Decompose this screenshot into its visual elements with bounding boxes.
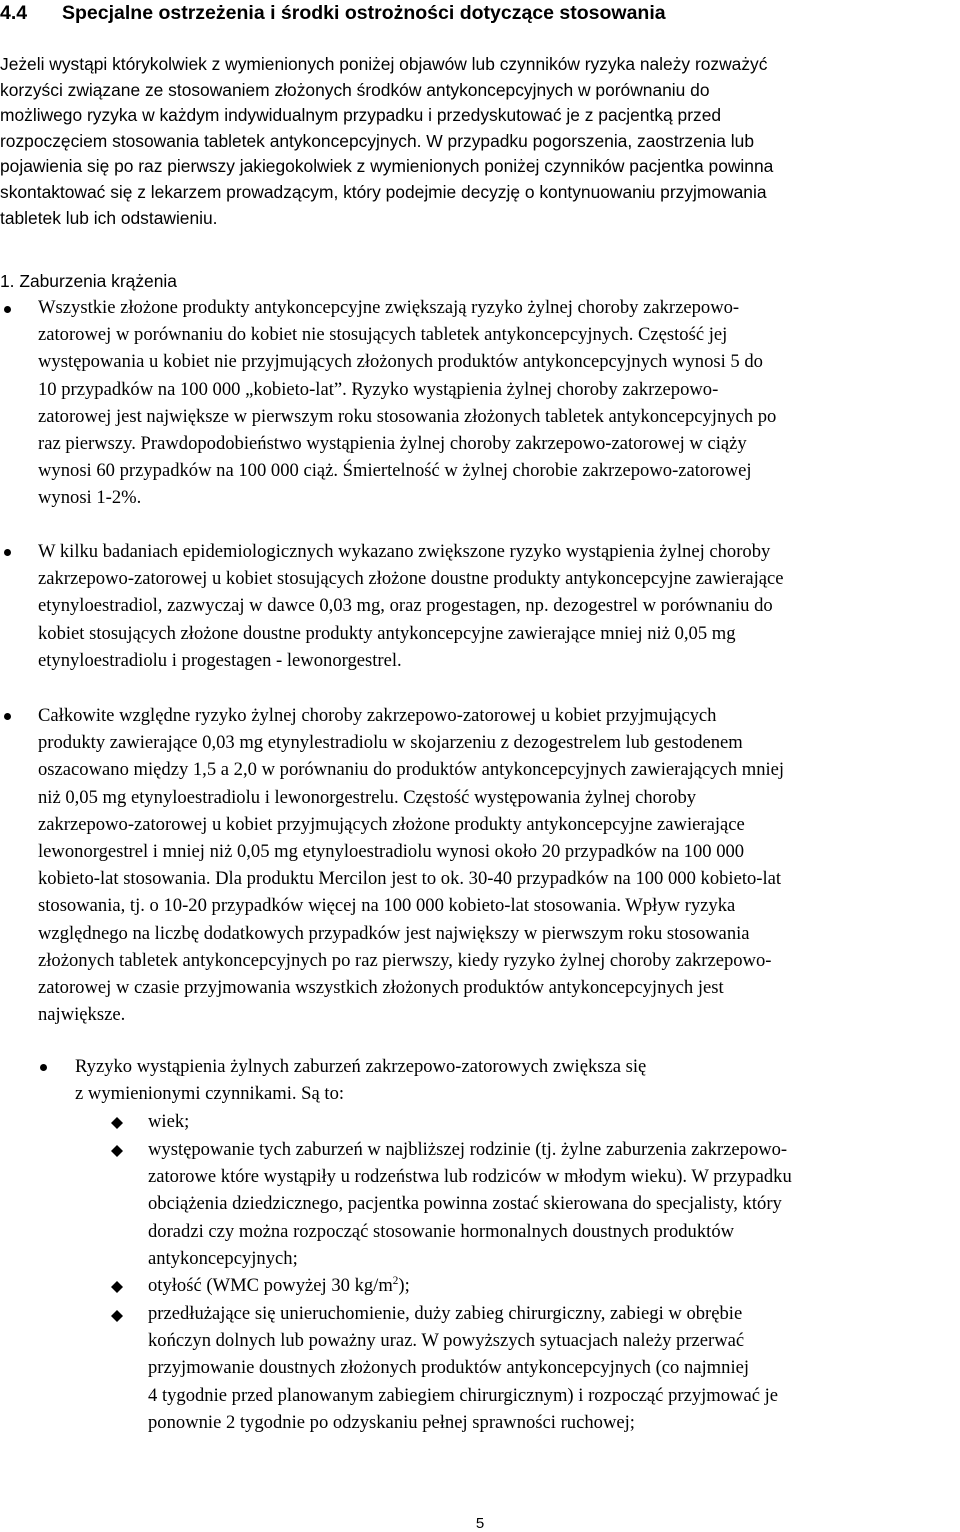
intro-line: korzyści związane ze stosowaniem złożonych środków antykoncepcyjnych w porównaniu do — [0, 79, 710, 100]
risk-factor-line: 4 tygodnie przed planowanym zabiegiem chirurgicznym) i rozpocząć przyjmować je — [148, 1384, 779, 1406]
bullet-line: zatorowej w czasie przyjmowania wszystkich złożonych produktów antykoncepcyjnych jest — [38, 977, 724, 999]
risk-factor-line: obciążenia dziedzicznego, pacjentka powinna zostać skierowana do specjalisty, który — [148, 1193, 782, 1215]
intro-line: pojawienia się po raz pierwszy jakiegokolwiek z wymienionych poniżej czynników pacjentka powinna — [0, 156, 774, 177]
page-number — [0, 1516, 960, 1532]
risk-factor-line — [148, 1272, 410, 1299]
bullet-line: kobieto-lat stosowania. Dla produktu Mercilon jest to ok. 30-40 przypadków na 100 000 kobieto-lat — [38, 868, 782, 890]
intro-line: możliwego ryzyka w każdym indywidualnym przypadku i przedyskutować je z pacjentką przed — [0, 105, 722, 126]
bullet-line: z wymienionymi czynnikami. Są to: — [75, 1083, 345, 1105]
risk-factor-text-end: ); — [398, 1275, 410, 1296]
section-number: 4.4 — [0, 2, 28, 24]
superscript: 2 — [392, 1274, 399, 1287]
risk-factor-line: zatorowe które wystąpiły u rodzeństwa lub rodziców w młodym wieku). W przypadku — [148, 1166, 792, 1188]
bullet-icon — [4, 306, 11, 313]
intro-line: tabletek lub ich odstawieniu. — [0, 207, 218, 228]
bullet-line: raz pierwszy. Prawdopodobieństwo wystąpienia żylnej choroby zakrzepowo-zatorowej w ciąży — [38, 433, 747, 455]
bullet-icon — [4, 713, 11, 720]
diamond-bullet-icon — [111, 1117, 123, 1129]
bullet-line: złożonych tabletek antykoncepcyjnych po raz pierwszy, kiedy ryzyko żylnej choroby zakrzepowo- — [38, 949, 772, 971]
bullet-line: zakrzepowo-zatorowej u kobiet stosujących złożone doustne produkty antykoncepcyjne zawierające — [38, 568, 784, 590]
bullet-line: Ryzyko wystąpienia żylnych zaburzeń zakrzepowo-zatorowych zwiększa się — [75, 1056, 647, 1077]
risk-factor-item — [148, 1272, 410, 1299]
bullet-line: oszacowano między 1,5 a 2,0 w porównaniu do produktów antykoncepcyjnych zawierających mniej — [38, 759, 785, 781]
risk-factor-line: przyjmowanie doustnych złożonych produktów antykoncepcyjnych (co najmniej — [148, 1357, 750, 1379]
subsection-title: 1. Zaburzenia krążenia — [0, 271, 177, 291]
bullet-line: kobiet stosujących złożone doustne produkty antykoncepcyjne zawierające mniej niż 0,05 mg — [38, 622, 736, 644]
bullet-line: wynosi 1-2%. — [38, 487, 142, 509]
diamond-bullet-icon — [111, 1145, 123, 1157]
bullet-icon — [4, 549, 11, 556]
diamond-bullet-icon — [111, 1281, 123, 1293]
intro-line: rozpoczęciem stosowania tabletek antykoncepcyjnych. W przypadku pogorszenia, zaostrzenia lub — [0, 130, 754, 151]
bullet-line: 10 przypadków na 100 000 „kobieto-lat”. Ryzyko wystąpienia żylnej choroby zakrzepowo- — [38, 378, 719, 400]
bullet-line: stosowania, tj. o 10-20 przypadków więcej na 100 000 kobieto-lat stosowania. Wpływ ryzyka — [38, 895, 736, 917]
diamond-bullet-icon — [111, 1310, 123, 1322]
bullet-line: względnego na liczbę dodatkowych przypadków jest największy w pierwszym roku stosowania — [38, 922, 750, 944]
bullet-paragraph — [38, 294, 776, 512]
risk-factor-item — [148, 1136, 792, 1272]
bullet-line: lewonorgestrel i mniej niż 0,05 mg etynyloestradiolu wynosi około 20 przypadków na 100 000 — [38, 841, 745, 863]
risk-factor-item — [148, 1108, 189, 1135]
section-title: Specjalne ostrzeżenia i środki ostrożności dotyczące stosowania — [62, 2, 666, 24]
bullet-paragraph — [75, 1053, 646, 1107]
risk-factor-line: kończyn dolnych lub poważny uraz. W powyższych sytuacjach należy przerwać — [148, 1330, 745, 1352]
bullet-line: występowania u kobiet nie przyjmujących złożonych produktów antykoncepcyjnych wynosi 5 do — [38, 351, 763, 373]
bullet-paragraph — [38, 538, 784, 674]
bullet-paragraph — [38, 702, 784, 1028]
bullet-line: zatorowej w porównaniu do kobiet nie stosujących tabletek antykoncepcyjnych. Częstość jej — [38, 324, 728, 346]
intro-line: skontaktować się z lekarzem prowadzącym, który podejmie decyzję o kontynuowaniu przyjmowania — [0, 181, 767, 202]
page-number-text: 5 — [475, 1515, 485, 1532]
bullet-line: największe. — [38, 1004, 126, 1026]
bullet-line: etynyloestradiol, zazwyczaj w dawce 0,03 mg, oraz progestagen, np. dezogestrel w porównaniu do — [38, 595, 773, 617]
bullet-line: Wszystkie złożone produkty antykoncepcyjne zwiększają ryzyko żylnej choroby zakrzepowo- — [38, 297, 740, 318]
risk-factor-line: ponownie 2 tygodnie po odzyskaniu pełnej sprawności ruchowej; — [148, 1411, 635, 1433]
intro-paragraph — [0, 52, 960, 231]
bullet-icon — [40, 1064, 47, 1071]
bullet-line: niż 0,05 mg etynyloestradiolu i lewonorgestrelu. Częstość występowania żylnej choroby — [38, 786, 697, 808]
risk-factor-item — [148, 1300, 778, 1436]
section-heading — [0, 0, 960, 26]
bullet-line: zakrzepowo-zatorowej u kobiet przyjmujących złożone produkty antykoncepcyjne zawierające — [38, 813, 745, 835]
risk-factor-line: wiek; — [148, 1111, 190, 1132]
bullet-line: Całkowite względne ryzyko żylnej choroby zakrzepowo-zatorowej u kobiet przyjmujących — [38, 705, 717, 726]
bullet-line: produkty zawierające 0,03 mg etynylestradiolu w skojarzeniu z dezogestrelem lub gestodenem — [38, 732, 743, 754]
bullet-line: wynosi 60 przypadków na 100 000 ciąż. Śmiertelność w żylnej chorobie zakrzepowo-zatorowej — [38, 460, 752, 482]
bullet-line: zatorowej jest największe w pierwszym roku stosowania złożonych tabletek antykoncepcyjnych po — [38, 405, 777, 427]
risk-factor-text: otyłość (WMC powyżej 30 kg/m — [148, 1275, 393, 1296]
risk-factor-line: antykoncepcyjnych; — [148, 1247, 298, 1269]
risk-factor-line: występowanie tych zaburzeń w najbliższej rodzinie (tj. żylne zaburzenia zakrzepowo- — [148, 1139, 788, 1160]
risk-factor-line: doradzi czy można rozpocząć stosowanie hormonalnych doustnych produktów — [148, 1220, 735, 1242]
bullet-line: etynyloestradiolu i progestagen - lewonorgestrel. — [38, 649, 402, 671]
intro-line: Jeżeli wystąpi którykolwiek z wymienionych poniżej objawów lub czynników ryzyka należy rozważyć — [0, 54, 768, 74]
bullet-line: W kilku badaniach epidemiologicznych wykazano zwiększone ryzyko wystąpienia żylnej choroby — [38, 541, 771, 562]
risk-factor-line: przedłużające się unieruchomienie, duży zabieg chirurgiczny, zabiegi w obrębie — [148, 1303, 743, 1324]
